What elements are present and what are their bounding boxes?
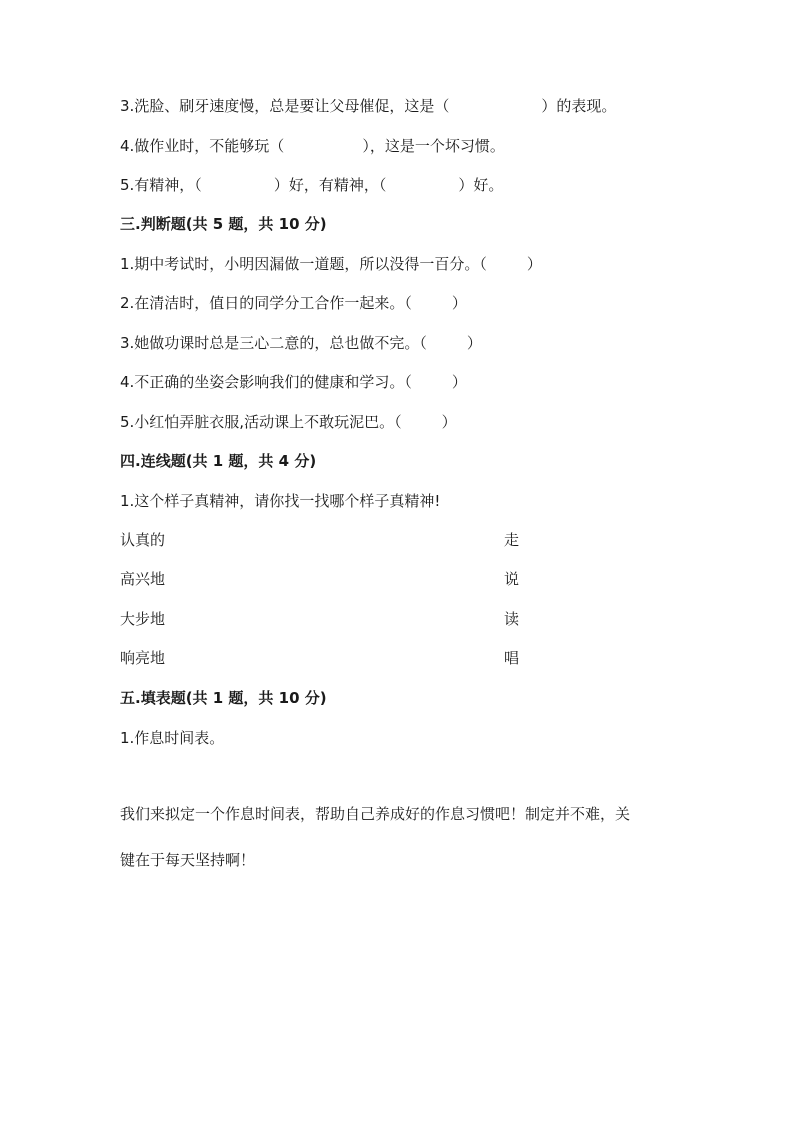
judgement-question-3 — [120, 333, 482, 353]
instruction-paragraph-line: 我们来拟定一个作息时间表，帮助自己养成好的作息习惯吧！制定并不难，关 — [120, 805, 631, 823]
section-3-heading: 三.判断题(共 5 题，共 10 分) — [120, 215, 327, 233]
question-text: ） — [451, 373, 467, 391]
question-text: ），这是一个坏习惯。 — [362, 137, 505, 155]
question-text: 4.不正确的坐姿会影响我们的健康和学习。（ — [120, 373, 412, 391]
question-text: ）好。 — [458, 176, 504, 194]
fill-in-question-4 — [120, 136, 505, 156]
fill-in-question-5 — [120, 175, 503, 195]
question-text: ） — [441, 413, 457, 431]
question-text: ）的表现。 — [541, 97, 617, 115]
matching-right-item: 唱 — [504, 649, 520, 667]
question-text: ） — [466, 334, 482, 352]
matching-right-item: 说 — [504, 570, 520, 588]
judgement-question-2 — [120, 293, 467, 313]
matching-left-item: 高兴地 — [120, 570, 166, 588]
judgement-question-1 — [120, 254, 542, 274]
question-text: 5.小红怕弄脏衣服,活动课上不敢玩泥巴。（ — [120, 413, 402, 431]
question-text: 1.期中考试时，小明因漏做一道题，所以没得一百分。（ — [120, 255, 487, 273]
matching-question: 1.这个样子真精神，请你找一找哪个样子真精神! — [120, 492, 441, 510]
matching-right-item: 读 — [504, 610, 520, 628]
question-text: ） — [451, 294, 467, 312]
question-text: 5.有精神，（ — [120, 176, 202, 194]
table-question: 1.作息时间表。 — [120, 729, 225, 747]
matching-left-item: 大步地 — [120, 610, 166, 628]
judgement-question-4 — [120, 372, 467, 392]
instruction-paragraph-line: 键在于每天坚持啊！ — [120, 851, 256, 869]
matching-left-item: 响亮地 — [120, 649, 166, 667]
question-text: 4.做作业时，不能够玩（ — [120, 137, 285, 155]
matching-left-item: 认真的 — [120, 531, 166, 549]
fill-in-question-3 — [120, 96, 616, 116]
matching-right-item: 走 — [504, 531, 520, 549]
question-text: 3.她做功课时总是三心二意的，总也做不完。（ — [120, 334, 427, 352]
question-text: ）好，有精神，（ — [273, 176, 387, 194]
section-5-heading: 五.填表题(共 1 题，共 10 分) — [120, 689, 327, 707]
question-text: 2.在清洁时，值日的同学分工合作一起来。（ — [120, 294, 412, 312]
question-text: ） — [526, 255, 542, 273]
question-text: 3.洗脸、刷牙速度慢，总是要让父母催促，这是（ — [120, 97, 450, 115]
section-4-heading: 四.连线题(共 1 题，共 4 分) — [120, 452, 317, 470]
judgement-question-5 — [120, 412, 457, 432]
